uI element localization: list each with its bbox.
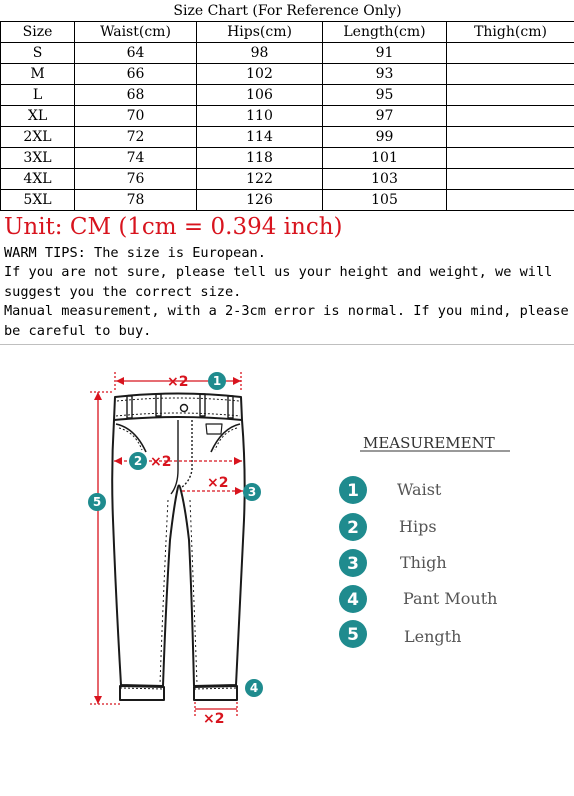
cell-length: 91 <box>323 43 447 64</box>
cell-waist: 66 <box>75 64 197 85</box>
cell-length: 93 <box>323 64 447 85</box>
cell-waist: 78 <box>75 190 197 211</box>
cell-size: 5XL <box>1 190 75 211</box>
cell-length: 103 <box>323 169 447 190</box>
table-row <box>1 106 574 127</box>
header-length: Length(cm) <box>323 22 447 43</box>
thigh-badge-number: 3 <box>247 485 257 499</box>
tip-line: If you are not sure, please tell us your height and weight, we will suggest you the correct size. <box>4 264 553 300</box>
cell-thigh <box>447 190 574 211</box>
cell-size: M <box>1 64 75 85</box>
cell-hips: 126 <box>197 190 323 211</box>
length-badge-number: 5 <box>92 495 102 509</box>
measurement-legend <box>339 434 510 648</box>
header-row <box>1 22 574 43</box>
cell-hips: 102 <box>197 64 323 85</box>
cell-thigh <box>447 85 574 106</box>
waist-badge-number: 1 <box>212 374 222 388</box>
cell-size: 4XL <box>1 169 75 190</box>
header-waist: Waist(cm) <box>75 22 197 43</box>
legend-label-pant-mouth: Pant Mouth <box>403 589 498 608</box>
legend-number: 4 <box>347 590 359 610</box>
cell-size: 3XL <box>1 148 75 169</box>
tip-line: Manual measurement, with a 2-3cm error is normal. If you mind, please be careful to buy. <box>4 303 569 339</box>
table-row <box>1 148 574 169</box>
cell-waist: 68 <box>75 85 197 106</box>
legend-number: 5 <box>347 625 359 645</box>
hips-multiplier: ×2 <box>150 454 172 470</box>
pant-mouth-multiplier: ×2 <box>203 711 225 727</box>
cell-length: 97 <box>323 106 447 127</box>
cell-size: XL <box>1 106 75 127</box>
header-thigh: Thigh(cm) <box>447 22 574 43</box>
header-size: Size <box>1 22 75 43</box>
warm-tips <box>4 244 570 341</box>
table-row <box>1 190 574 211</box>
legend-number: 1 <box>347 481 359 501</box>
cell-length: 105 <box>323 190 447 211</box>
cell-hips: 110 <box>197 106 323 127</box>
pant-mouth-badge-number: 4 <box>249 681 259 695</box>
legend-label-thigh: Thigh <box>400 553 447 572</box>
cell-thigh <box>447 169 574 190</box>
measurement-diagram <box>0 345 574 796</box>
waist-multiplier: ×2 <box>167 374 189 390</box>
cell-thigh <box>447 127 574 148</box>
size-chart-caption: Size Chart (For Reference Only) <box>1 0 574 22</box>
cell-hips: 106 <box>197 85 323 106</box>
tip-line: WARM TIPS: The size is European. <box>4 245 266 261</box>
header-hips: Hips(cm) <box>197 22 323 43</box>
cell-hips: 98 <box>197 43 323 64</box>
cell-hips: 114 <box>197 127 323 148</box>
cell-size: 2XL <box>1 127 75 148</box>
cell-thigh <box>447 43 574 64</box>
table-row <box>1 43 574 64</box>
cell-hips: 118 <box>197 148 323 169</box>
size-chart-table <box>0 0 574 211</box>
pants-illustration <box>112 394 244 701</box>
table-row <box>1 169 574 190</box>
legend-number: 3 <box>347 554 359 574</box>
hips-badge-number: 2 <box>133 454 143 468</box>
cell-length: 101 <box>323 148 447 169</box>
cell-thigh <box>447 64 574 85</box>
cell-waist: 76 <box>75 169 197 190</box>
cell-size: S <box>1 43 75 64</box>
unit-note: Unit: CM (1cm = 0.394 inch) <box>4 214 343 240</box>
cell-length: 99 <box>323 127 447 148</box>
table-row <box>1 127 574 148</box>
table-row <box>1 85 574 106</box>
cell-thigh <box>447 148 574 169</box>
legend-number: 2 <box>347 518 359 538</box>
cell-waist: 64 <box>75 43 197 64</box>
legend-label-hips: Hips <box>399 517 437 536</box>
table-row <box>1 64 574 85</box>
cell-waist: 74 <box>75 148 197 169</box>
cell-hips: 122 <box>197 169 323 190</box>
thigh-multiplier: ×2 <box>207 475 229 491</box>
cell-length: 95 <box>323 85 447 106</box>
cell-thigh <box>447 106 574 127</box>
legend-title: MEASUREMENT <box>363 434 495 452</box>
cell-waist: 70 <box>75 106 197 127</box>
legend-label-length: Length <box>404 627 462 646</box>
legend-label-waist: Waist <box>397 480 442 499</box>
cell-size: L <box>1 85 75 106</box>
cell-waist: 72 <box>75 127 197 148</box>
